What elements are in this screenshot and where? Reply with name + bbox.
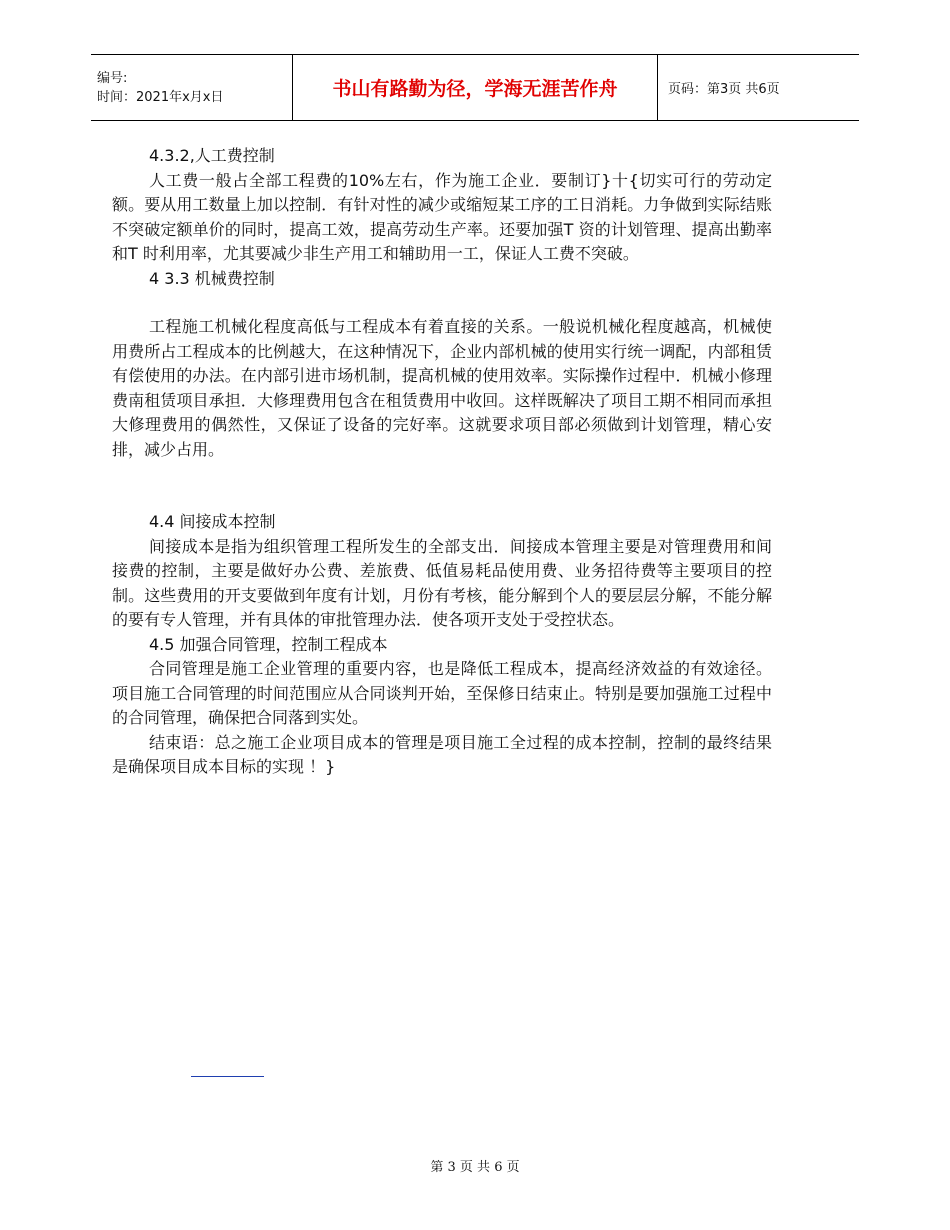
paragraph-labor-cost: 人工费一般占全部工程费的10%左右，作为施工企业．要制订}十{切实可行的劳动定额。要从用工数量上加以控制．有针对性的减少或缩短某工序的工日消耗。力争做到实际结账不突破定额单价的同时，提高工效，提高劳动生产率。还要加强T 资的计划管理、提高出勤率和T 时利用率，尤其要减少非生产用工和辅助用一工，保证人工费不突破。 <box>112 170 772 263</box>
date-label: 时间：2021年x月x日 <box>97 89 224 105</box>
page-info: 页码：第3页 共6页 <box>668 82 780 97</box>
motto: 书山有路勤为径，学海无涯苦作舟 <box>293 55 658 121</box>
link-underline <box>191 1076 264 1077</box>
section-heading-4-4: 4.4 间接成本控制 <box>149 512 276 531</box>
page-header <box>91 54 859 121</box>
paragraph-contract-management: 合同管理是施工企业管理的重要内容，也是降低工程成本，提高经济效益的有效途径。项目施工合同管理的时间范围应从合同谈判开始，至保修日结束止。特别是要加强施工过程中的合同管理，确保把合同落到实处。 <box>112 659 772 727</box>
section-heading-4-5: 4.5 加强合同管理，控制工程成本 <box>149 634 388 654</box>
paragraph-conclusion: 结束语：总之施工企业项目成本的管理是项目施工全过程的成本控制，控制的最终结果是确保项目成本目标的实现 ！} <box>112 732 772 776</box>
page-footer: 第 3 页 共 6 页 <box>430 1160 520 1175</box>
section-heading-4-3-2: 4.3.2,人工费控制 <box>149 146 275 165</box>
serial-number-label: 编号: <box>97 70 128 86</box>
document-body <box>112 144 772 780</box>
header-meta <box>91 55 293 121</box>
section-heading-4-3-3: 4 3.3 机械费控制 <box>149 268 275 288</box>
paragraph-indirect-cost: 间接成本是指为组织管理工程所发生的全部支出．间接成本管理主要是对管理费用和间接费的控制，主要是做好办公费、差旅费、低值易耗品使用费、业务招待费等主要项目的控制。这些费用的开支要做到年度有计划，月份有考核，能分解到个人的要层层分解，不能分解的要有专人管理，并有具体的审批管理办法．使各项开支处于受控状态。 <box>112 536 772 629</box>
paragraph-machinery-cost: 工程施工机械化程度高低与工程成本有着直接的关系。一般说机械化程度越高，机械使用费所占工程成本的比例越大，在这种情况下，企业内部机械的使用实行统一调配，内部租赁有偿使用的办法。在内部引进市场机制，提高机械的使用效率。实际操作过程中．机械小修理费南租赁项目承担．大修理费用包含在租赁费用中收回。这样既解决了项目工期不相同而承担大修理费用的偶然性，又保证了设备的完好率。这就要求项目部必须做到计划管理，精心安排，减少占用。 <box>112 317 772 459</box>
